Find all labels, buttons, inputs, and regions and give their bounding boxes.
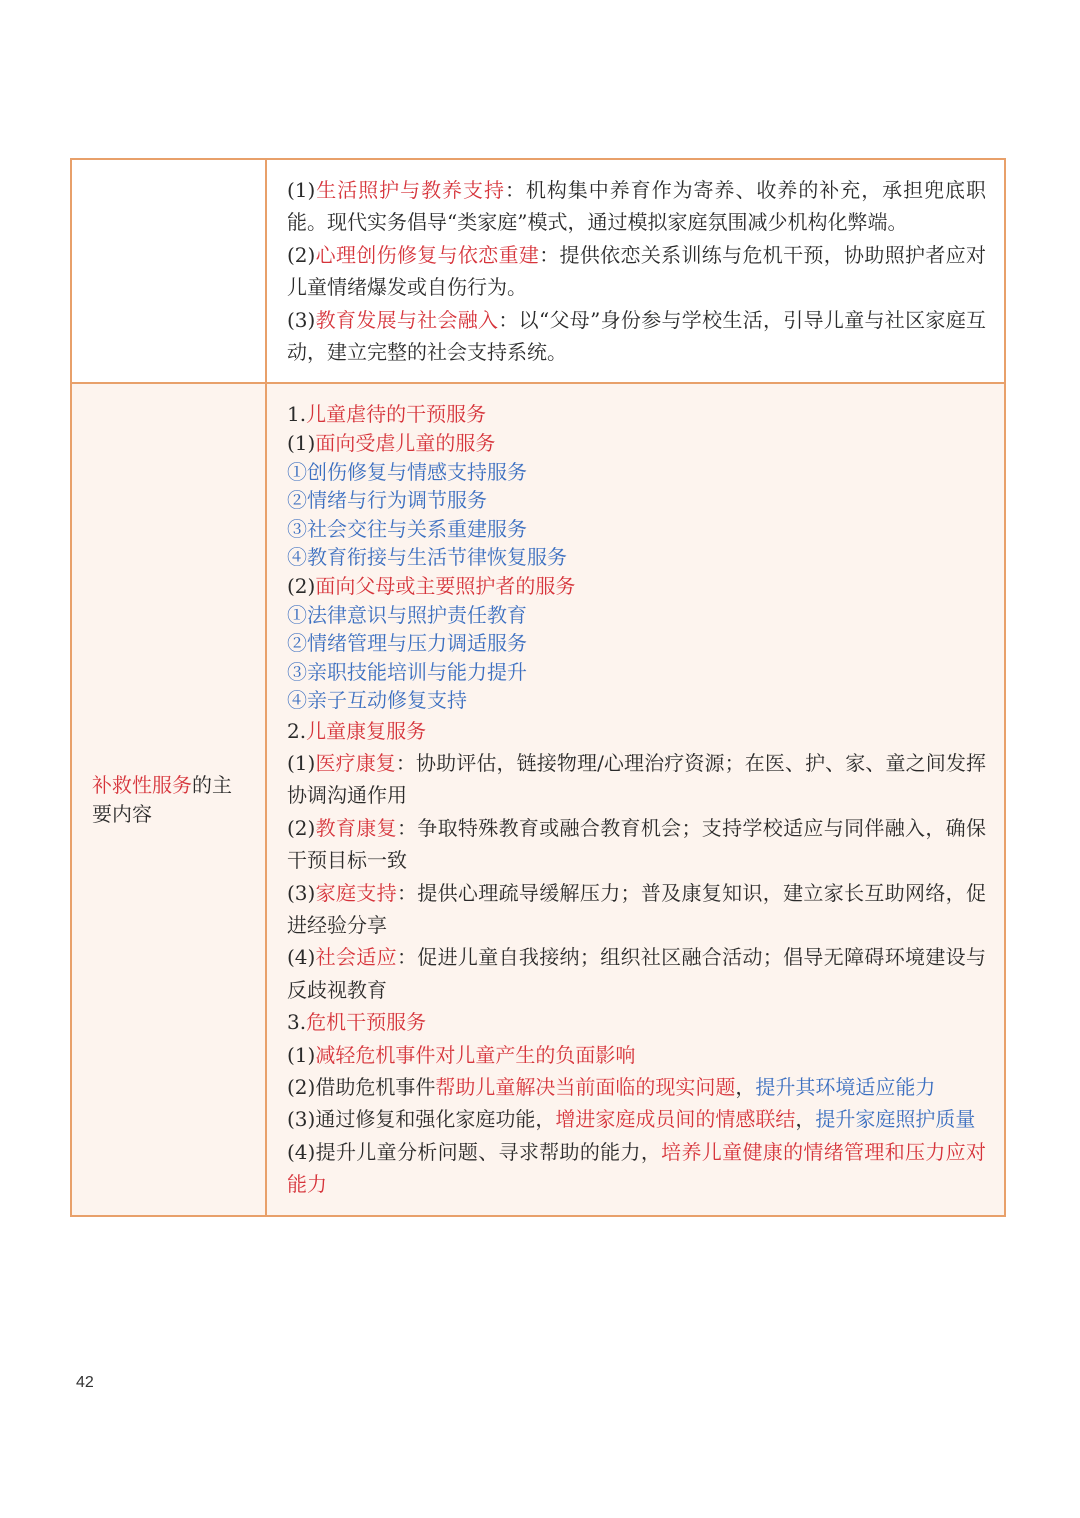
section3-heading: 3.危机干预服务 (287, 1010, 427, 1035)
label-highlight: 补救性服务 (92, 772, 192, 797)
list-item: ①法律意识与照护责任教育 (287, 602, 527, 627)
care-item-1: (1)生活照护与教养支持：机构集中养育作为寄养、收养的补充，承担兜底职能。现代实务倡导“类家庭”模式，通过模拟家庭氛围减少机构化弊端。 (287, 178, 987, 235)
row-label-empty (72, 160, 267, 382)
list-item: ③亲职技能培训与能力提升 (287, 659, 527, 684)
rehab-item-3: (3)家庭支持：提供心理疏导缓解压力；普及康复知识，建立家长互助网络，促进经验分享 (287, 880, 987, 937)
crisis-item-2: (2)借助危机事件帮助儿童解决当前面临的现实问题，提升其环境适应能力 (287, 1075, 936, 1100)
content-table (70, 158, 1006, 1217)
row-content-remedial (267, 384, 1004, 1214)
rehab-item-1: (1)医疗康复：协助评估，链接物理/心理治疗资源；在医、护、家、童之间发挥协调沟通作用 (287, 750, 986, 808)
list-item: ④亲子互动修复支持 (287, 688, 467, 713)
crisis-item-4: (4)提升儿童分析问题、寻求帮助的能力，培养儿童健康的情绪管理和压力应对能力 (287, 1139, 986, 1197)
section1-sub2-heading: (2)面向父母或主要照护者的服务 (287, 574, 576, 598)
care-item-3: (3)教育发展与社会融入：以“父母”身份参与学校生活，引导儿童与社区家庭互动，建立完整的社会支持系统。 (287, 307, 987, 365)
page-number: 42 (76, 1374, 94, 1391)
list-item: ②情绪与行为调节服务 (287, 488, 487, 513)
table-row-care (72, 160, 1004, 382)
table-row-remedial (72, 382, 1004, 1214)
crisis-item-3: (3)通过修复和强化家庭功能，增进家庭成员间的情感联结，提升家庭照护质量 (287, 1107, 976, 1132)
list-item: ③社会交往与关系重建服务 (287, 516, 527, 541)
section1-heading: 1.儿童虐待的干预服务 (287, 402, 487, 427)
list-item: ②情绪管理与压力调适服务 (287, 631, 527, 656)
list-item: ①创伤修复与情感支持服务 (287, 459, 527, 484)
care-item-2: (2)心理创伤修复与依恋重建：提供依恋关系训练与危机干预，协助照护者应对儿童情绪爆发或自伤行为。 (287, 242, 986, 300)
row-label-remedial (72, 384, 267, 1214)
section1-sub1-heading: (1)面向受虐儿童的服务 (287, 431, 496, 456)
section2-heading: 2.儿童康复服务 (287, 718, 427, 743)
row-content-care (267, 160, 1004, 382)
crisis-item-1: (1)减轻危机事件对儿童产生的负面影响 (287, 1042, 636, 1067)
rehab-item-2: (2)教育康复：争取特殊教育或融合教育机会；支持学校适应与同伴融入，确保干预目标一致 (287, 815, 987, 873)
label-rest: 的主要内容 (92, 772, 232, 826)
list-item: ④教育衔接与生活节律恢复服务 (287, 545, 567, 570)
rehab-item-4: (4)社会适应：促进儿童自我接纳；组织社区融合活动；倡导无障碍环境建设与反歧视教育 (287, 945, 987, 1002)
